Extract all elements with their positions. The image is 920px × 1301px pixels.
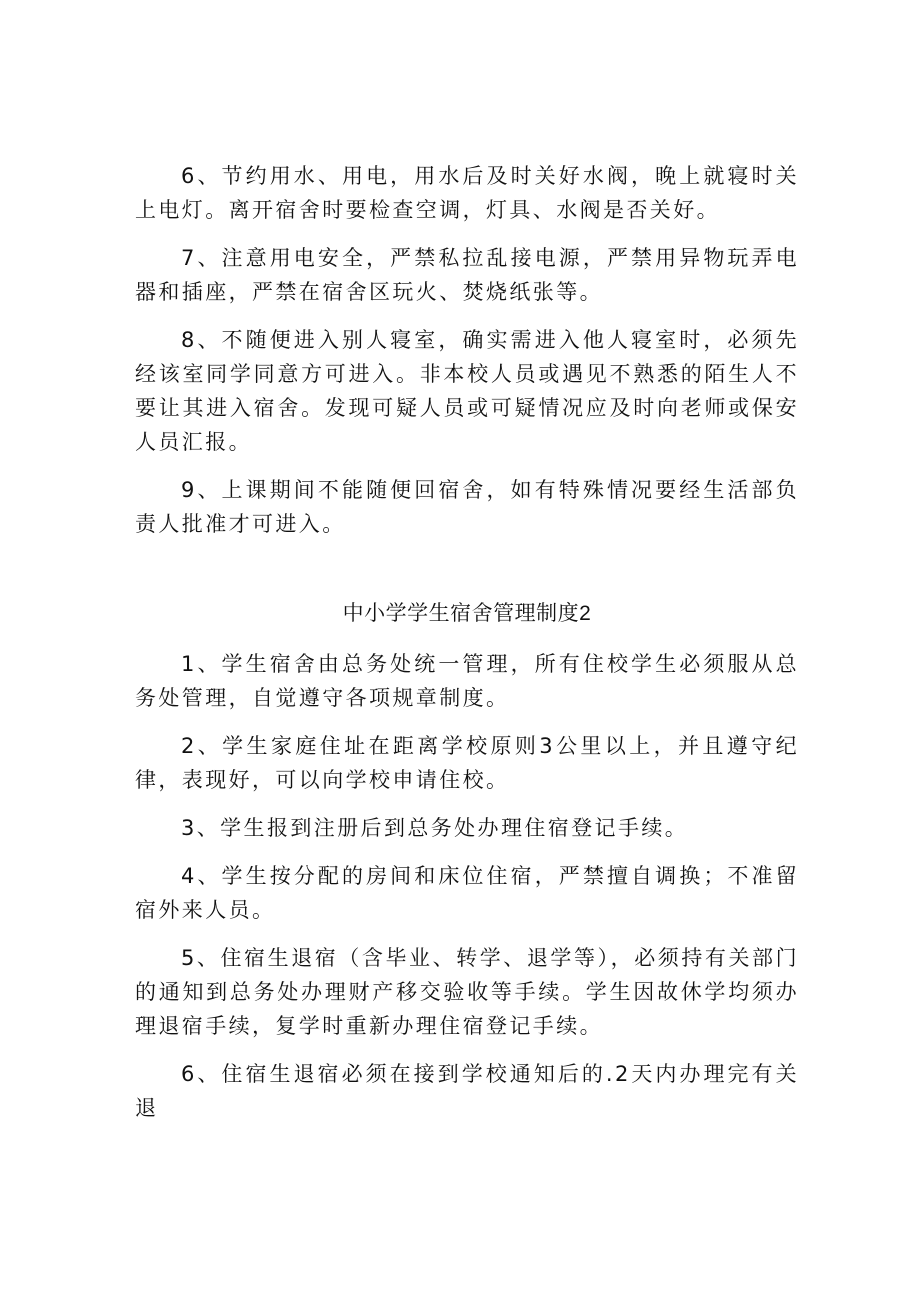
document-body xyxy=(135,159,799,1125)
regulation-paragraph-6: 6、住宿生退宿必须在接到学校通知后的.2天内办理完有关退 xyxy=(135,1062,799,1120)
rule-paragraph-9: 9、上课期间不能随便回宿舍，如有特殊情况要经生活部负责人批准才可进入。 xyxy=(135,478,799,536)
section-title: 中小学学生宿舍管理制度2 xyxy=(342,602,592,625)
regulation-paragraph-3: 3、学生报到注册后到总务处办理住宿登记手续。 xyxy=(181,816,689,840)
regulation-paragraph-1: 1、学生宿舍由总务处统一管理，所有住校学生必须服从总务处管理，自觉遵守各项规章制度。 xyxy=(135,652,799,710)
rule-paragraph-7: 7、注意用电安全，严禁私拉乱接电源，严禁用异物玩弄电器和插座，严禁在宿舍区玩火、焚烧纸张等。 xyxy=(135,246,799,304)
regulation-paragraph-5: 5、住宿生退宿（含毕业、转学、退学等），必须持有关部门的通知到总务处办理财产移交验收等手续。学生因故休学均须办理退宿手续，复学时重新办理住宿登记手续。 xyxy=(135,946,799,1038)
rule-paragraph-6: 6、节约用水、用电，用水后及时关好水阀，晚上就寝时关上电灯。离开宿舍时要检查空调，灯具、水阀是否关好。 xyxy=(135,164,799,222)
regulation-paragraph-4: 4、学生按分配的房间和床位住宿，严禁擅自调换；不准留宿外来人员。 xyxy=(135,864,799,922)
regulation-paragraph-2: 2、学生家庭住址在距离学校原则3公里以上，并且遵守纪律，表现好，可以向学校申请住校。 xyxy=(135,734,799,792)
rule-paragraph-8: 8、不随便进入别人寝室，确实需进入他人寝室时，必须先经该室同学同意方可进入。非本校人员或遇见不熟悉的陌生人不要让其进入宿舍。发现可疑人员或可疑情况应及时向老师或保安人员汇报。 xyxy=(135,328,799,454)
